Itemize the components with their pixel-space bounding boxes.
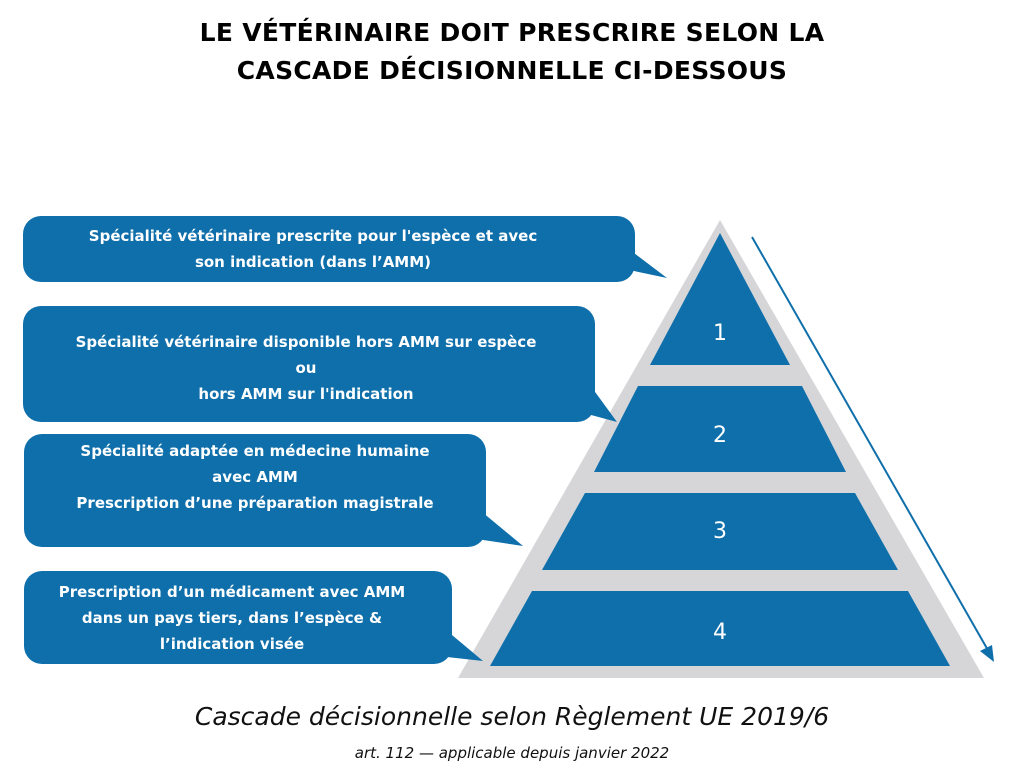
tier-number-1: 1: [713, 321, 727, 346]
caption-main: Cascade décisionnelle selon Règlement UE 2019/6: [194, 702, 830, 731]
title-line-2: CASCADE DÉCISIONNELLE CI-DESSOUS: [236, 56, 788, 85]
bubble-3-text: [24, 438, 486, 516]
title-line-1: LE VÉTÉRINAIRE DOIT PRESCRIRE SELON LA: [199, 18, 825, 47]
bubble-2-line-2: ou: [295, 359, 317, 377]
caption-sub: art. 112 — applicable depuis janvier 2022: [354, 744, 670, 762]
bubble-4-line-3: l’indication visée: [159, 635, 305, 653]
tier-number-3: 3: [713, 519, 727, 544]
bubble-1-line-2: son indication (dans l’AMM): [194, 253, 432, 271]
cascade-arrow-head: [980, 645, 994, 662]
bubble-4-line-1: Prescription d’un médicament avec AMM: [58, 583, 406, 601]
bubble-1-text: [23, 223, 603, 275]
bubble-2-line-1: Spécialité vétérinaire disponible hors AMM sur espèce: [75, 333, 537, 351]
bubble-4-line-2: dans un pays tiers, dans l’espèce &: [81, 609, 383, 627]
bubble-3-line-3: Prescription d’une préparation magistrale: [76, 494, 434, 512]
bubble-2-text: [23, 329, 589, 407]
tier-number-2: 2: [713, 423, 727, 448]
bubble-2-line-3: hors AMM sur l'indication: [198, 385, 414, 403]
bubble-1-line-1: Spécialité vétérinaire prescrite pour l'espèce et avec: [88, 227, 538, 245]
bubble-3-line-1: Spécialité adaptée en médecine humaine: [80, 442, 430, 460]
bubble-3-line-2: avec AMM: [212, 468, 298, 486]
tier-number-4: 4: [713, 620, 727, 645]
bubble-4-text: [24, 579, 440, 657]
